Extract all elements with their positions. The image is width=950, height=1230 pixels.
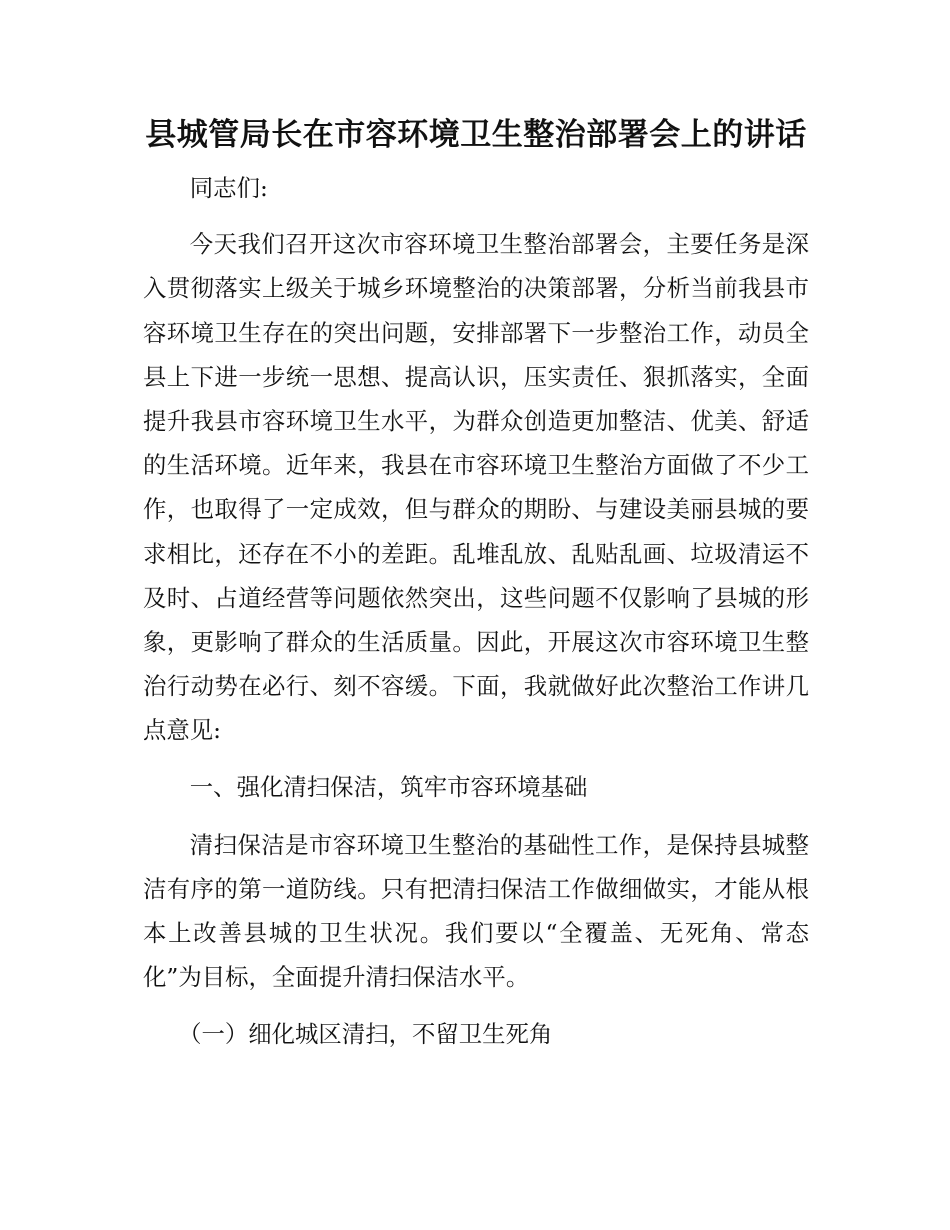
subsection-1-heading: （一）细化城区清扫，不留卫生死角 <box>178 1019 553 1048</box>
document-page <box>143 112 809 1068</box>
section-1-heading: 一、强化清扫保洁，筑牢市容环境基础 <box>189 772 588 801</box>
intro-paragraph: 今天我们召开这次市容环境卫生整治部署会，主要任务是深入贯彻落实上级关于城乡环境整治的决策部署，分析当前我县市容环境卫生存在的突出问题，安排部署下一步整治工作，动员全县上下进一步统一思想、提高认识，压实责任、狠抓落实，全面提升我县市容环境卫生水平，为群众创造更加整洁、优美、舒适的生活环境。近年来，我县在市容环境卫生整治方面做了不少工作，也取得了一定成效，但与群众的期盼、与建设美丽县城的要求相比，还存在不小的差距。乱堆乱放、乱贴乱画、垃圾清运不及时、占道经营等问题依然突出，这些问题不仅影响了县城的形象，更影响了群众的生活质量。因此，开展这次市容环境卫生整治行动势在必行、刻不容缓。下面，我就做好此次整治工作讲几点意见: <box>143 230 809 745</box>
document-title: 县城管局长在市容环境卫生整治部署会上的讲话 <box>145 117 807 153</box>
salutation: 同志们: <box>189 174 268 202</box>
section-1-paragraph: 清扫保洁是市容环境卫生整治的基础性工作，是保持县城整洁有序的第一道防线。只有把清扫保洁工作做细做实，才能从根本上改善县城的卫生状况。我们要以“全覆盖、无死角、常态化”为目标，全面提升清扫保洁水平。 <box>143 830 809 992</box>
